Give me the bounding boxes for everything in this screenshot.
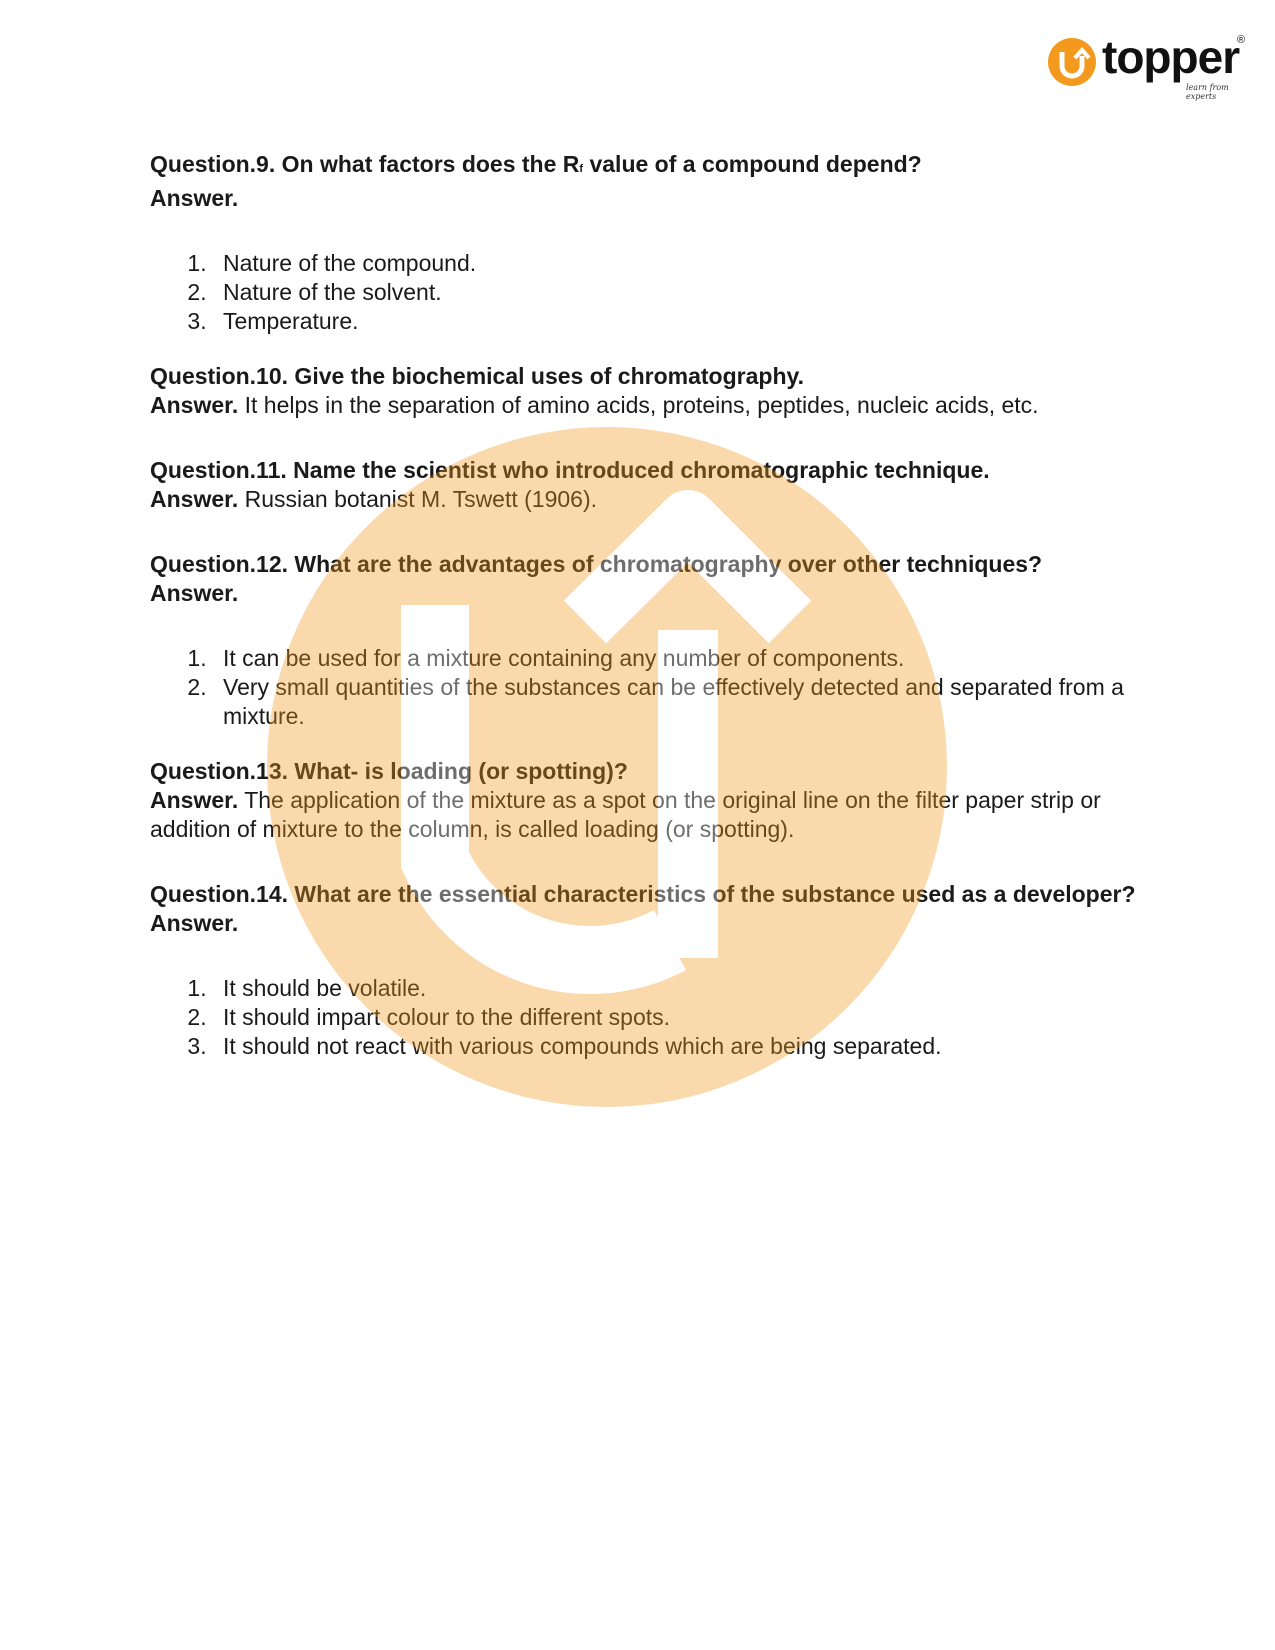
qa-block-14 [150, 880, 1140, 1061]
question-heading: Question.14. What are the essential characteristics of the substance used as a developer? [150, 881, 1136, 907]
answer-list [150, 249, 1140, 336]
answer-label: Answer. [150, 787, 239, 813]
answer-label: Answer. [150, 910, 239, 936]
answer-text: Answer. The application of the mixture as a spot on the original line on the filter paper strip or addition of mixture to the column, is called loading (or spotting). [150, 787, 1101, 842]
qa-block-9 [150, 150, 1140, 336]
list-item: 2. It should impart colour to the different spots. [213, 1003, 1140, 1032]
answer-text: Answer. Russian botanist M. Tswett (1906). [150, 486, 598, 512]
list-item: 1. Nature of the compound. [213, 249, 1140, 278]
question-heading: Question.11. Name the scientist who introduced chromatographic technique. [150, 457, 990, 483]
question-heading: Question.10. Give the biochemical uses of chromatography. [150, 363, 804, 389]
answer-label: Answer. [150, 185, 239, 211]
question-heading: Question.9. On what factors does the Rf value of a compound depend? [150, 151, 922, 177]
question-heading: Question.13. What- is loading (or spotting)? [150, 758, 628, 784]
answer-label: Answer. [150, 486, 239, 512]
list-item: 1. It should be volatile. [213, 974, 1140, 1003]
answer-text [150, 909, 1140, 938]
answer-text [150, 579, 1140, 608]
list-item: 3. It should not react with various compounds which are being separated. [213, 1032, 1140, 1061]
logo-u-icon [1048, 38, 1096, 86]
topper-logo [1040, 30, 1250, 100]
question-heading: Question.12. What are the advantages of chromatography over other techniques? [150, 551, 1043, 577]
list-item: 3. Temperature. [213, 307, 1140, 336]
answer-label: Answer. [150, 392, 239, 418]
registered-mark: ® [1237, 34, 1246, 46]
qa-block-11 [150, 456, 1140, 514]
qa-block-13 [150, 757, 1140, 844]
list-item: 1. It can be used for a mixture containing any number of components. [213, 644, 1140, 673]
qa-block-12 [150, 550, 1140, 731]
answer-list [150, 974, 1140, 1061]
answer-label: Answer. [150, 580, 239, 606]
qa-block-10 [150, 362, 1140, 420]
answer-list [150, 644, 1140, 731]
logo-wordmark: topper [1102, 31, 1240, 83]
list-item: 2. Nature of the solvent. [213, 278, 1140, 307]
answer-text [150, 184, 1140, 213]
logo-tagline: learn from experts [1186, 83, 1229, 101]
document-body [150, 150, 1140, 1061]
answer-text: Answer. It helps in the separation of amino acids, proteins, peptides, nucleic acids, etc. [150, 392, 1039, 418]
list-item: 2. Very small quantities of the substances can be effectively detected and separated from a mixture. [213, 673, 1140, 731]
